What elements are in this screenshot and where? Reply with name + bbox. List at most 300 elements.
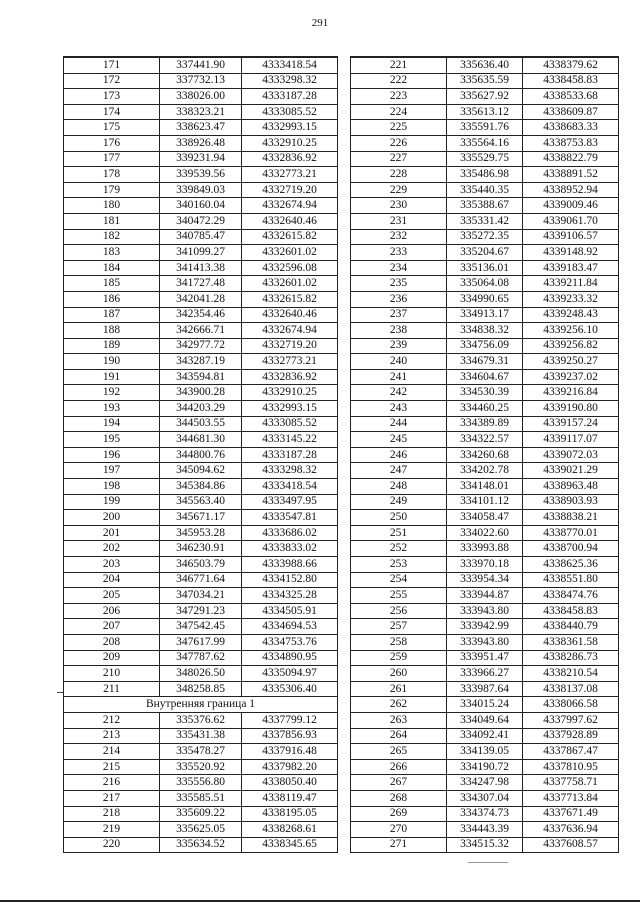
- x-coordinate-cell: 333943.80: [447, 603, 523, 619]
- point-number-cell: 172: [64, 73, 160, 89]
- page-number: 291: [311, 17, 329, 29]
- y-coordinate-cell: 4338210.54: [523, 666, 619, 682]
- y-coordinate-cell: 4333085.52: [242, 104, 338, 120]
- point-number-cell: 266: [351, 759, 447, 775]
- point-number-cell: 247: [351, 463, 447, 479]
- coordinates-table-right: [350, 56, 619, 853]
- table-row: [351, 666, 619, 682]
- x-coordinate-cell: 334022.60: [447, 525, 523, 541]
- x-coordinate-cell: 334101.12: [447, 494, 523, 510]
- point-number-cell: 248: [351, 479, 447, 495]
- point-number-cell: 199: [64, 494, 160, 510]
- point-number-cell: 203: [64, 557, 160, 573]
- y-coordinate-cell: 4332836.92: [242, 151, 338, 167]
- point-number-cell: 243: [351, 401, 447, 417]
- point-number-cell: 185: [64, 276, 160, 292]
- margin-mark: [468, 862, 508, 863]
- y-coordinate-cell: 4332836.92: [242, 369, 338, 385]
- table-row: [64, 369, 338, 385]
- table-row: [351, 479, 619, 495]
- y-coordinate-cell: 4332674.94: [242, 323, 338, 339]
- x-coordinate-cell: 334092.41: [447, 728, 523, 744]
- table-row: [64, 510, 338, 526]
- table-row: [64, 401, 338, 417]
- table-row: [64, 198, 338, 214]
- y-coordinate-cell: 4338458.83: [523, 73, 619, 89]
- y-coordinate-cell: 4338625.36: [523, 557, 619, 573]
- point-number-cell: 270: [351, 822, 447, 838]
- x-coordinate-cell: 334015.24: [447, 697, 523, 713]
- point-number-cell: 171: [64, 57, 160, 73]
- table-row: [64, 291, 338, 307]
- table-row: [64, 790, 338, 806]
- point-number-cell: 175: [64, 120, 160, 136]
- y-coordinate-cell: 4334890.95: [242, 650, 338, 666]
- point-number-cell: 191: [64, 369, 160, 385]
- y-coordinate-cell: 4333547.81: [242, 510, 338, 526]
- y-coordinate-cell: 4333418.54: [242, 57, 338, 73]
- x-coordinate-cell: 333987.64: [447, 681, 523, 697]
- point-number-cell: 264: [351, 728, 447, 744]
- y-coordinate-cell: 4338195.05: [242, 806, 338, 822]
- table-row: [351, 432, 619, 448]
- table-row: [351, 369, 619, 385]
- table-row: [64, 89, 338, 105]
- x-coordinate-cell: 333970.18: [447, 557, 523, 573]
- x-coordinate-cell: 333966.27: [447, 666, 523, 682]
- x-coordinate-cell: 344800.76: [160, 447, 242, 463]
- point-number-cell: 253: [351, 557, 447, 573]
- x-coordinate-cell: 343900.28: [160, 385, 242, 401]
- x-coordinate-cell: 335376.62: [160, 712, 242, 728]
- table-row: [351, 728, 619, 744]
- table-row: [351, 213, 619, 229]
- margin-dash: [57, 692, 63, 693]
- y-coordinate-cell: 4338822.79: [523, 151, 619, 167]
- x-coordinate-cell: 335486.98: [447, 167, 523, 183]
- table-row: [64, 323, 338, 339]
- x-coordinate-cell: 334322.57: [447, 432, 523, 448]
- table-row: [64, 572, 338, 588]
- point-number-cell: 184: [64, 260, 160, 276]
- y-coordinate-cell: 4338963.48: [523, 479, 619, 495]
- y-coordinate-cell: 4337636.94: [523, 822, 619, 838]
- x-coordinate-cell: 334374.73: [447, 806, 523, 822]
- x-coordinate-cell: 342041.28: [160, 291, 242, 307]
- coordinates-table-left: [63, 56, 338, 853]
- point-number-cell: 186: [64, 291, 160, 307]
- point-number-cell: 183: [64, 245, 160, 261]
- x-coordinate-cell: 334260.68: [447, 447, 523, 463]
- x-coordinate-cell: 335520.92: [160, 759, 242, 775]
- table-row: [64, 603, 338, 619]
- x-coordinate-cell: 335136.01: [447, 260, 523, 276]
- table-row: [64, 151, 338, 167]
- y-coordinate-cell: 4337713.84: [523, 790, 619, 806]
- point-number-cell: 241: [351, 369, 447, 385]
- table-row: [351, 73, 619, 89]
- table-row: [64, 245, 338, 261]
- table-row: [64, 744, 338, 760]
- y-coordinate-cell: 4338891.52: [523, 167, 619, 183]
- y-coordinate-cell: 4334694.53: [242, 619, 338, 635]
- table-row: [64, 712, 338, 728]
- x-coordinate-cell: 347542.45: [160, 619, 242, 635]
- table-row: [351, 619, 619, 635]
- x-coordinate-cell: 339539.56: [160, 167, 242, 183]
- x-coordinate-cell: 334190.72: [447, 759, 523, 775]
- point-number-cell: 262: [351, 697, 447, 713]
- y-coordinate-cell: 4337997.62: [523, 712, 619, 728]
- point-number-cell: 207: [64, 619, 160, 635]
- point-number-cell: 190: [64, 354, 160, 370]
- y-coordinate-cell: 4332719.20: [242, 182, 338, 198]
- y-coordinate-cell: 4339233.32: [523, 291, 619, 307]
- y-coordinate-cell: 4332615.82: [242, 229, 338, 245]
- y-coordinate-cell: 4333298.32: [242, 463, 338, 479]
- point-number-cell: 252: [351, 541, 447, 557]
- y-coordinate-cell: 4338770.01: [523, 525, 619, 541]
- point-number-cell: 229: [351, 182, 447, 198]
- point-number-cell: 187: [64, 307, 160, 323]
- point-number-cell: 251: [351, 525, 447, 541]
- point-number-cell: 235: [351, 276, 447, 292]
- table-row: [64, 307, 338, 323]
- x-coordinate-cell: 335388.67: [447, 198, 523, 214]
- point-number-cell: 195: [64, 432, 160, 448]
- y-coordinate-cell: 4332674.94: [242, 198, 338, 214]
- point-number-cell: 268: [351, 790, 447, 806]
- x-coordinate-cell: 335478.27: [160, 744, 242, 760]
- x-coordinate-cell: 335613.12: [447, 104, 523, 120]
- table-row: [351, 759, 619, 775]
- table-row: [64, 73, 338, 89]
- point-number-cell: 257: [351, 619, 447, 635]
- table-row: [351, 120, 619, 136]
- point-number-cell: 234: [351, 260, 447, 276]
- point-number-cell: 201: [64, 525, 160, 541]
- table-row: [351, 510, 619, 526]
- y-coordinate-cell: 4333686.02: [242, 525, 338, 541]
- y-coordinate-cell: 4337671.49: [523, 806, 619, 822]
- point-number-cell: 218: [64, 806, 160, 822]
- y-coordinate-cell: 4333833.02: [242, 541, 338, 557]
- y-coordinate-cell: 4337916.48: [242, 744, 338, 760]
- table-row: [351, 182, 619, 198]
- table-row: [64, 588, 338, 604]
- y-coordinate-cell: 4338286.73: [523, 650, 619, 666]
- x-coordinate-cell: 335591.76: [447, 120, 523, 136]
- x-coordinate-cell: 345563.40: [160, 494, 242, 510]
- x-coordinate-cell: 334913.17: [447, 307, 523, 323]
- table-row: [351, 790, 619, 806]
- x-coordinate-cell: 347034.21: [160, 588, 242, 604]
- point-number-cell: 221: [351, 57, 447, 73]
- x-coordinate-cell: 334202.78: [447, 463, 523, 479]
- y-coordinate-cell: 4338268.61: [242, 822, 338, 838]
- point-number-cell: 226: [351, 135, 447, 151]
- y-coordinate-cell: 4332910.25: [242, 385, 338, 401]
- table-row: [351, 323, 619, 339]
- table-row: [64, 557, 338, 573]
- point-number-cell: 265: [351, 744, 447, 760]
- y-coordinate-cell: 4333418.54: [242, 479, 338, 495]
- x-coordinate-cell: 344681.30: [160, 432, 242, 448]
- x-coordinate-cell: 343287.19: [160, 354, 242, 370]
- point-number-cell: 216: [64, 775, 160, 791]
- y-coordinate-cell: 4335306.40: [242, 681, 338, 697]
- y-coordinate-cell: 4339072.03: [523, 447, 619, 463]
- x-coordinate-cell: 334838.32: [447, 323, 523, 339]
- point-number-cell: 250: [351, 510, 447, 526]
- point-number-cell: 173: [64, 89, 160, 105]
- y-coordinate-cell: 4339183.47: [523, 260, 619, 276]
- point-number-cell: 222: [351, 73, 447, 89]
- table-row: [351, 806, 619, 822]
- point-number-cell: 249: [351, 494, 447, 510]
- x-coordinate-cell: 335585.51: [160, 790, 242, 806]
- x-coordinate-cell: 346771.64: [160, 572, 242, 588]
- x-coordinate-cell: 338926.48: [160, 135, 242, 151]
- y-coordinate-cell: 4332773.21: [242, 167, 338, 183]
- point-number-cell: 177: [64, 151, 160, 167]
- point-number-cell: 181: [64, 213, 160, 229]
- y-coordinate-cell: 4338700.94: [523, 541, 619, 557]
- x-coordinate-cell: 342977.72: [160, 338, 242, 354]
- x-coordinate-cell: 334247.98: [447, 775, 523, 791]
- point-number-cell: 180: [64, 198, 160, 214]
- table-row: [64, 416, 338, 432]
- table-row: [351, 229, 619, 245]
- point-number-cell: 192: [64, 385, 160, 401]
- table-row: [64, 385, 338, 401]
- x-coordinate-cell: 340785.47: [160, 229, 242, 245]
- x-coordinate-cell: 334515.32: [447, 837, 523, 853]
- point-number-cell: 238: [351, 323, 447, 339]
- y-coordinate-cell: 4337608.57: [523, 837, 619, 853]
- point-number-cell: 202: [64, 541, 160, 557]
- table-row: [351, 135, 619, 151]
- y-coordinate-cell: 4337856.93: [242, 728, 338, 744]
- point-number-cell: 215: [64, 759, 160, 775]
- point-number-cell: 228: [351, 167, 447, 183]
- point-number-cell: 176: [64, 135, 160, 151]
- x-coordinate-cell: 335064.08: [447, 276, 523, 292]
- x-coordinate-cell: 335625.05: [160, 822, 242, 838]
- point-number-cell: 227: [351, 151, 447, 167]
- y-coordinate-cell: 4332596.08: [242, 260, 338, 276]
- y-coordinate-cell: 4338345.65: [242, 837, 338, 853]
- table-row: [351, 634, 619, 650]
- point-number-cell: 263: [351, 712, 447, 728]
- table-row: [351, 588, 619, 604]
- table-row: [351, 712, 619, 728]
- x-coordinate-cell: 334139.05: [447, 744, 523, 760]
- x-coordinate-cell: 342666.71: [160, 323, 242, 339]
- table-row: [64, 837, 338, 853]
- x-coordinate-cell: 348026.50: [160, 666, 242, 682]
- point-number-cell: 174: [64, 104, 160, 120]
- table-row: [351, 557, 619, 573]
- point-number-cell: 182: [64, 229, 160, 245]
- x-coordinate-cell: 346503.79: [160, 557, 242, 573]
- point-number-cell: 244: [351, 416, 447, 432]
- y-coordinate-cell: 4338609.87: [523, 104, 619, 120]
- point-number-cell: 206: [64, 603, 160, 619]
- table-row: [351, 401, 619, 417]
- x-coordinate-cell: 334389.89: [447, 416, 523, 432]
- table-row: [64, 650, 338, 666]
- x-coordinate-cell: 335204.67: [447, 245, 523, 261]
- x-coordinate-cell: 344503.55: [160, 416, 242, 432]
- x-coordinate-cell: 335564.16: [447, 135, 523, 151]
- table-row: [351, 494, 619, 510]
- x-coordinate-cell: 334604.67: [447, 369, 523, 385]
- y-coordinate-cell: 4337758.71: [523, 775, 619, 791]
- section-label: Внутренняя граница 1: [64, 697, 338, 713]
- x-coordinate-cell: 337732.13: [160, 73, 242, 89]
- y-coordinate-cell: 4332640.46: [242, 307, 338, 323]
- point-number-cell: 269: [351, 806, 447, 822]
- table-row: [351, 276, 619, 292]
- x-coordinate-cell: 345384.86: [160, 479, 242, 495]
- y-coordinate-cell: 4339256.10: [523, 323, 619, 339]
- y-coordinate-cell: 4333145.22: [242, 432, 338, 448]
- table-row: [351, 57, 619, 73]
- x-coordinate-cell: 334756.09: [447, 338, 523, 354]
- point-number-cell: 189: [64, 338, 160, 354]
- table-row: [351, 416, 619, 432]
- point-number-cell: 197: [64, 463, 160, 479]
- x-coordinate-cell: 333943.80: [447, 634, 523, 650]
- x-coordinate-cell: 345094.62: [160, 463, 242, 479]
- point-number-cell: 194: [64, 416, 160, 432]
- table-row: [64, 57, 338, 73]
- y-coordinate-cell: 4333988.66: [242, 557, 338, 573]
- table-row: [351, 447, 619, 463]
- y-coordinate-cell: 4334753.76: [242, 634, 338, 650]
- x-coordinate-cell: 341099.27: [160, 245, 242, 261]
- point-number-cell: 220: [64, 837, 160, 853]
- table-row: [64, 728, 338, 744]
- table-row: [64, 104, 338, 120]
- x-coordinate-cell: 338323.21: [160, 104, 242, 120]
- table-row: [351, 89, 619, 105]
- table-row: [64, 619, 338, 635]
- table-row: [351, 822, 619, 838]
- table-row: [351, 744, 619, 760]
- table-row: [64, 525, 338, 541]
- table-row: [351, 541, 619, 557]
- point-number-cell: 217: [64, 790, 160, 806]
- table-row: [351, 245, 619, 261]
- table-row: [64, 775, 338, 791]
- point-number-cell: 239: [351, 338, 447, 354]
- y-coordinate-cell: 4337982.20: [242, 759, 338, 775]
- x-coordinate-cell: 333944.87: [447, 588, 523, 604]
- y-coordinate-cell: 4338838.21: [523, 510, 619, 526]
- y-coordinate-cell: 4332640.46: [242, 213, 338, 229]
- y-coordinate-cell: 4332993.15: [242, 120, 338, 136]
- point-number-cell: 232: [351, 229, 447, 245]
- table-row: [64, 806, 338, 822]
- y-coordinate-cell: 4333085.52: [242, 416, 338, 432]
- point-number-cell: 240: [351, 354, 447, 370]
- point-number-cell: 242: [351, 385, 447, 401]
- point-number-cell: 256: [351, 603, 447, 619]
- y-coordinate-cell: 4338753.83: [523, 135, 619, 151]
- x-coordinate-cell: 334460.25: [447, 401, 523, 417]
- point-number-cell: 231: [351, 213, 447, 229]
- x-coordinate-cell: 334679.31: [447, 354, 523, 370]
- table-row: [64, 494, 338, 510]
- table-row: [64, 213, 338, 229]
- y-coordinate-cell: 4339248.43: [523, 307, 619, 323]
- y-coordinate-cell: 4338683.33: [523, 120, 619, 136]
- point-number-cell: 230: [351, 198, 447, 214]
- table-row: [351, 837, 619, 853]
- y-coordinate-cell: 4332719.20: [242, 338, 338, 354]
- table-row: [351, 354, 619, 370]
- y-coordinate-cell: 4338361.58: [523, 634, 619, 650]
- point-number-cell: 261: [351, 681, 447, 697]
- point-number-cell: 224: [351, 104, 447, 120]
- point-number-cell: 254: [351, 572, 447, 588]
- point-number-cell: 214: [64, 744, 160, 760]
- x-coordinate-cell: 334990.65: [447, 291, 523, 307]
- x-coordinate-cell: 345671.17: [160, 510, 242, 526]
- table-row: [64, 167, 338, 183]
- x-coordinate-cell: 335331.42: [447, 213, 523, 229]
- table-row: [64, 432, 338, 448]
- point-number-cell: 260: [351, 666, 447, 682]
- table-row: [64, 182, 338, 198]
- x-coordinate-cell: 335636.40: [447, 57, 523, 73]
- x-coordinate-cell: 341413.38: [160, 260, 242, 276]
- table-row: [64, 541, 338, 557]
- table-row: [351, 572, 619, 588]
- table-row: [64, 276, 338, 292]
- y-coordinate-cell: 4339250.27: [523, 354, 619, 370]
- y-coordinate-cell: 4333187.28: [242, 89, 338, 105]
- point-number-cell: 267: [351, 775, 447, 791]
- y-coordinate-cell: 4338474.76: [523, 588, 619, 604]
- y-coordinate-cell: 4337810.95: [523, 759, 619, 775]
- table-row: [64, 479, 338, 495]
- x-coordinate-cell: 333942.99: [447, 619, 523, 635]
- y-coordinate-cell: 4338533.68: [523, 89, 619, 105]
- table-row: [64, 260, 338, 276]
- x-coordinate-cell: 334530.39: [447, 385, 523, 401]
- y-coordinate-cell: 4338458.83: [523, 603, 619, 619]
- table-row: [351, 198, 619, 214]
- point-number-cell: 259: [351, 650, 447, 666]
- point-number-cell: 209: [64, 650, 160, 666]
- y-coordinate-cell: 4339237.02: [523, 369, 619, 385]
- x-coordinate-cell: 347787.62: [160, 650, 242, 666]
- table-row: [351, 650, 619, 666]
- table-row: [351, 681, 619, 697]
- y-coordinate-cell: 4338119.47: [242, 790, 338, 806]
- point-number-cell: 233: [351, 245, 447, 261]
- page-bottom-rule: [0, 900, 640, 902]
- table-row: [64, 447, 338, 463]
- y-coordinate-cell: 4332773.21: [242, 354, 338, 370]
- point-number-cell: 188: [64, 323, 160, 339]
- table-row: [351, 775, 619, 791]
- table-row: [351, 167, 619, 183]
- y-coordinate-cell: 4339256.82: [523, 338, 619, 354]
